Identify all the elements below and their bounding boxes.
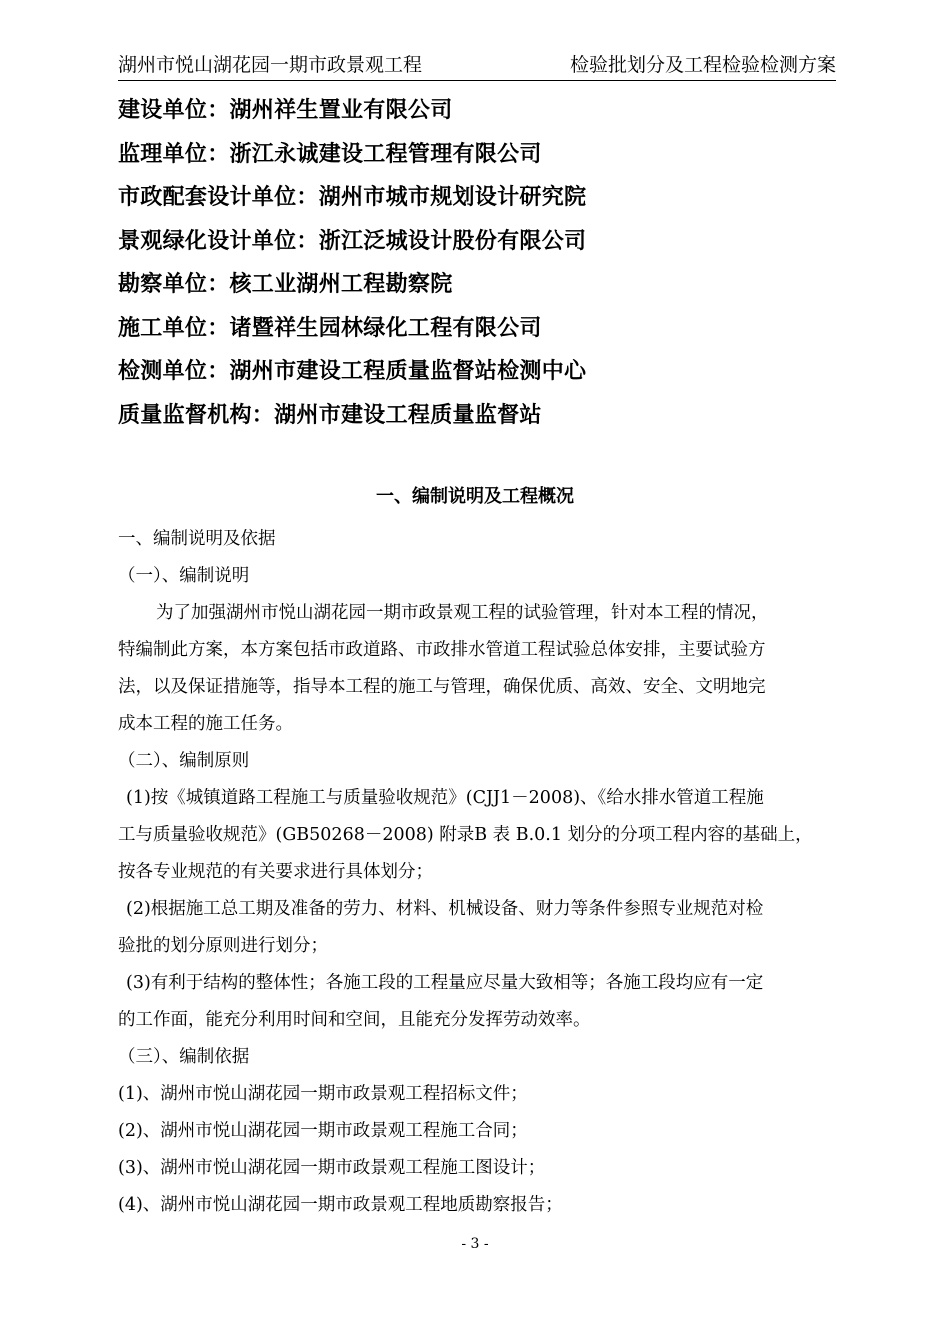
- section-title: 一、编制说明及工程概况: [376, 486, 574, 507]
- project-units-list: [118, 92, 838, 440]
- header-project-name: 湖州市悦山湖花园一期市政景观工程: [118, 54, 423, 76]
- unit-testing: 检测单位：湖州市建设工程质量监督站检测中心: [118, 358, 587, 384]
- unit-municipal-design: 市政配套设计单位：湖州市城市规划设计研究院: [118, 184, 587, 210]
- principle-line: 按各专业规范的有关要求进行具体划分；: [118, 862, 433, 882]
- principle-line: 的工作面，能充分利用时间和空间，且能充分发挥劳动效率。: [118, 1010, 591, 1030]
- unit-construction: 建设单位：湖州祥生置业有限公司: [118, 97, 453, 123]
- unit-supervision: 监理单位：浙江永诚建设工程管理有限公司: [118, 140, 542, 167]
- basis-item: (1)、湖州市悦山湖花园一期市政景观工程招标文件；: [118, 1084, 528, 1104]
- principle-line: 工与质量验收规范》(GB50268－2008) 附录B 表 B.0.1 划分的分项工程内容的基础上，: [118, 825, 813, 845]
- explanation-line: 特编制此方案，本方案包括市政道路、市政排水管道工程试验总体安排，主要试验方: [118, 640, 766, 660]
- page-header: [118, 52, 836, 81]
- principle-line: (1)按《城镇道路工程施工与质量验收规范》(CJJ1－2008)、《给水排水管道工程施: [126, 788, 764, 808]
- explanation-line: 成本工程的施工任务。: [118, 714, 293, 734]
- unit-survey: 勘察单位：核工业湖州工程勘察院: [118, 271, 453, 297]
- document-body: [118, 521, 840, 1224]
- basis-item: (2)、湖州市悦山湖花园一期市政景观工程施工合同；: [118, 1121, 528, 1141]
- subheading-explanation: （一）、编制说明: [118, 566, 250, 586]
- principle-line: 验批的划分原则进行划分；: [118, 936, 328, 956]
- header-document-title: 检验批划分及工程检验检测方案: [569, 54, 836, 76]
- basis-item: (3)、湖州市悦山湖花园一期市政景观工程施工图设计；: [118, 1158, 546, 1178]
- unit-contractor: 施工单位：诸暨祥生园林绿化工程有限公司: [118, 314, 542, 341]
- subheading-principles: （二）、编制原则: [118, 751, 250, 771]
- subheading-basis: （三）、编制依据: [118, 1047, 250, 1067]
- explanation-line: 法，以及保证措施等，指导本工程的施工与管理，确保优质、高效、安全、文明地完: [118, 677, 766, 697]
- principle-line: (2)根据施工总工期及准备的劳力、材料、机械设备、财力等条件参照专业规范对检: [126, 899, 764, 919]
- explanation-line: 为了加强湖州市悦山湖花园一期市政景观工程的试验管理，针对本工程的情况，: [156, 603, 769, 623]
- unit-quality-supervision: 质量监督机构：湖州市建设工程质量监督站: [118, 401, 542, 428]
- principle-line: (3)有利于结构的整体性；各施工段的工程量应尽量大致相等；各施工段均应有一定: [126, 973, 764, 993]
- unit-landscape-design: 景观绿化设计单位：浙江泛城设计股份有限公司: [118, 227, 587, 254]
- page-number: - 3 -: [461, 1236, 489, 1252]
- heading-compilation: 一、编制说明及依据: [118, 529, 276, 549]
- basis-item: (4)、湖州市悦山湖花园一期市政景观工程地质勘察报告；: [118, 1195, 563, 1215]
